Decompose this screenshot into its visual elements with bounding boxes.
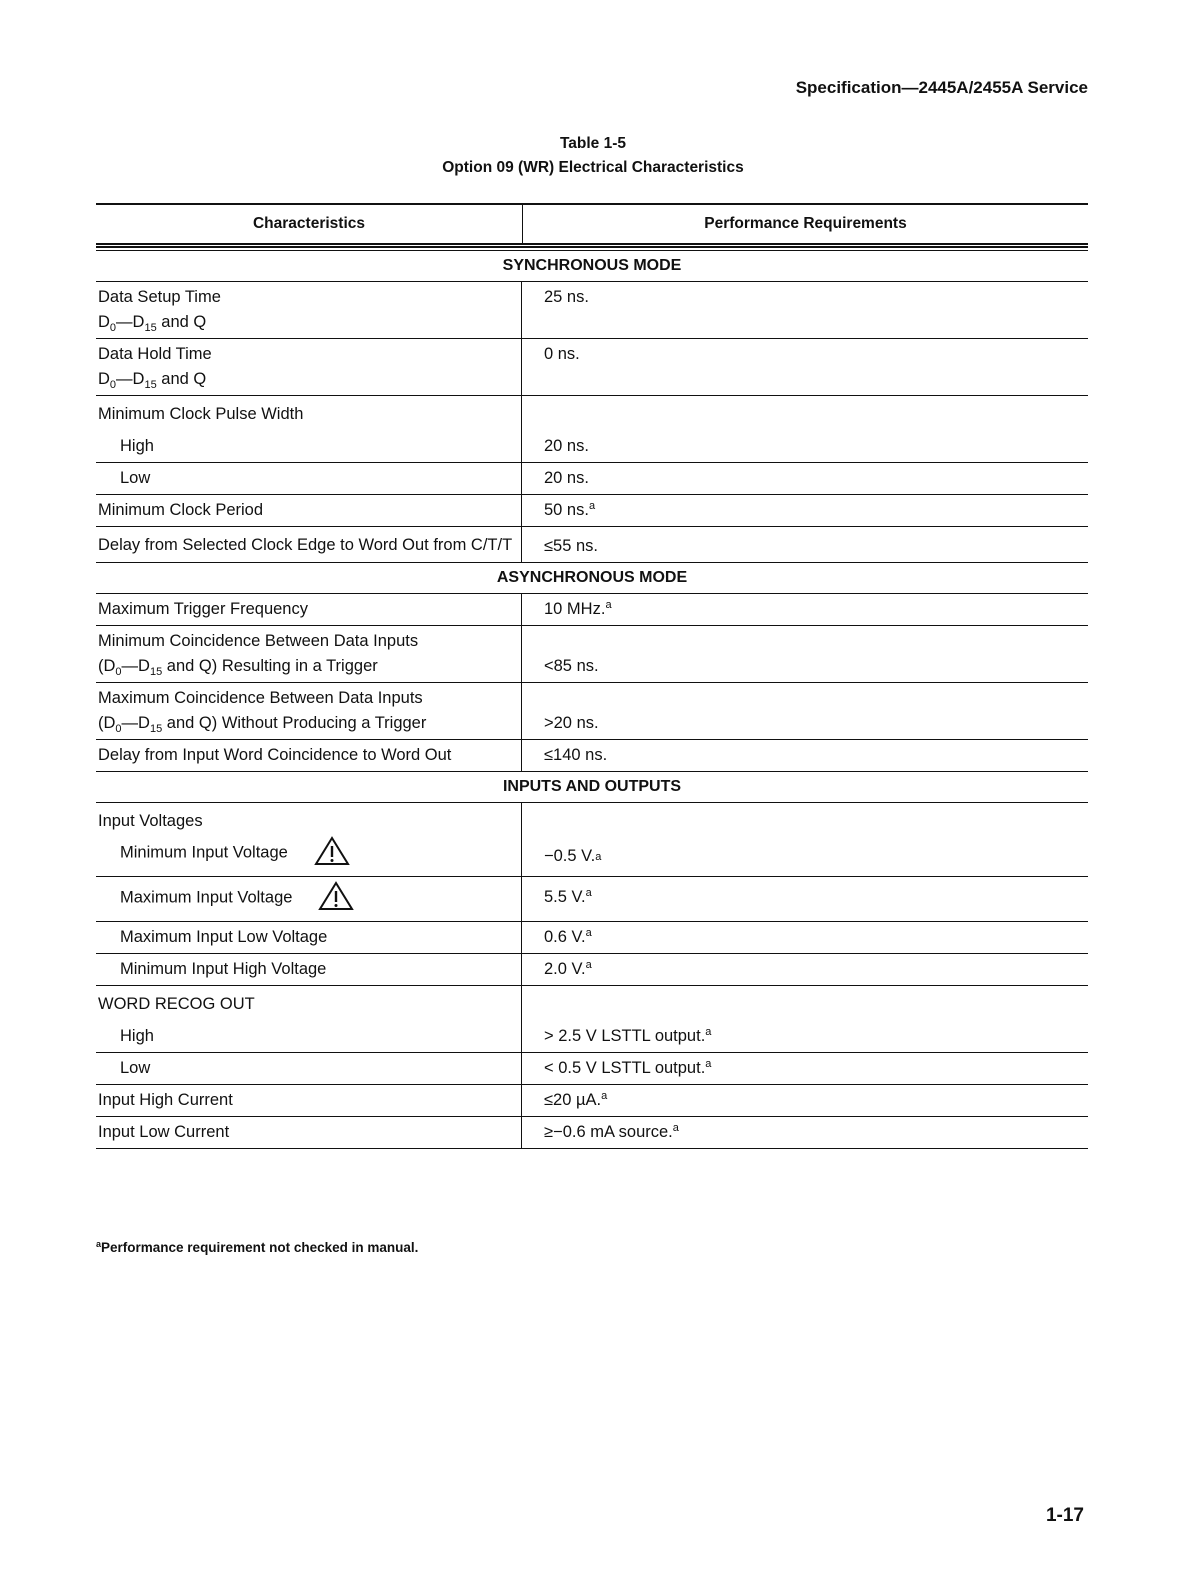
warning-triangle-icon — [314, 836, 350, 866]
table-row — [96, 594, 1088, 626]
table-row — [96, 431, 1088, 463]
table-row — [96, 339, 1088, 396]
row-value: 5.5 V.$^a$ — [544, 887, 592, 906]
row-label: Low — [96, 1053, 522, 1084]
table-row — [96, 1021, 1088, 1053]
running-header: Specification—2445A/2455A Service — [795, 78, 1088, 97]
table-row — [96, 1085, 1088, 1117]
row-value: 10 MHz.$^a$ — [544, 599, 612, 618]
spec-table — [96, 203, 1088, 1149]
row-label: WORD RECOG OUT — [96, 986, 522, 1021]
row-label: Maximum Trigger Frequency — [96, 594, 522, 625]
table-row — [96, 740, 1088, 771]
table-header-row — [96, 205, 1088, 248]
table-row — [96, 396, 1088, 431]
row-label: Input Voltages — [96, 803, 522, 837]
row-value: 20 ns. — [544, 437, 589, 455]
row-label: Data Hold Time $D_0—D_{15}$ and Q — [96, 339, 522, 395]
data-lines-note: $D_0—D_{15}$ and Q — [98, 313, 207, 334]
table-row — [96, 922, 1088, 954]
row-value: <85 ns. — [544, 657, 599, 675]
row-value: 0 ns. — [544, 345, 580, 363]
row-label: Minimum Input High Voltage — [96, 954, 522, 985]
row-value: 20 ns. — [544, 469, 589, 487]
row-label: Delay from Input Word Coincidence to Word Out — [96, 740, 522, 771]
col-header-performance: Performance Requirements — [704, 215, 907, 232]
row-label: Minimum Input Voltage — [96, 837, 522, 876]
row-value — [522, 986, 1088, 1021]
row-label: Maximum Input Low Voltage — [96, 922, 522, 953]
section-asynchronous-mode: ASYNCHRONOUS MODE — [96, 562, 1088, 594]
row-label: Input High Current — [96, 1085, 522, 1116]
table-row — [96, 495, 1088, 527]
table-number: Table 1-5 — [559, 135, 627, 152]
table-row — [96, 1117, 1088, 1149]
row-value: ≤140 ns. — [544, 746, 608, 764]
row-value: 2.0 V.$^a$ — [544, 959, 592, 978]
row-label: Input Low Current — [96, 1117, 522, 1148]
row-label: Minimum Clock Pulse Width — [96, 396, 522, 431]
footnote-marker: a — [585, 959, 592, 971]
row-value: ≥−0.6 mA source.$^a$ — [544, 1122, 679, 1141]
warning-triangle-icon — [318, 881, 354, 911]
table-row — [96, 1053, 1088, 1085]
footnote-marker: a — [601, 1090, 608, 1102]
row-value: 50 ns.$^a$ — [544, 500, 596, 519]
data-lines-note: $D_0—D_{15}$ and Q — [98, 370, 207, 391]
row-label: High — [96, 431, 522, 462]
footnote-marker: a — [585, 927, 592, 939]
row-value: > 2.5 V LSTTL output.$^a$ — [544, 1026, 712, 1045]
row-value: >20 ns. — [544, 714, 599, 732]
row-value: −0.5 V. a — [544, 847, 602, 865]
row-value: 25 ns. — [544, 288, 589, 306]
footnote-marker: a — [96, 1239, 102, 1249]
col-header-characteristics: Characteristics — [96, 205, 523, 243]
table-row — [96, 463, 1088, 495]
section-inputs-and-outputs: INPUTS AND OUTPUTS — [96, 771, 1088, 803]
table-row — [96, 986, 1088, 1021]
table-row — [96, 954, 1088, 986]
section-synchronous-mode: SYNCHRONOUS MODE — [96, 250, 1088, 282]
row-value: ≤20 µA.$^a$ — [544, 1090, 608, 1109]
table-row — [96, 837, 1088, 877]
footnote-marker: a — [585, 887, 592, 899]
table-caption — [0, 132, 1186, 180]
row-value — [522, 803, 1088, 837]
row-value: ≤55 ns. — [544, 537, 599, 555]
row-label: Data Setup Time $D_0—D_{15}$ and Q — [96, 282, 522, 338]
table-title: Option 09 (WR) Electrical Characteristics — [442, 159, 744, 176]
table-row — [96, 803, 1088, 837]
row-label: Delay from Selected Clock Edge to Word Out from C/T/T — [96, 527, 522, 562]
row-value — [522, 396, 1088, 431]
table-row — [96, 527, 1088, 562]
row-value: 0.6 V.$^a$ — [544, 927, 592, 946]
footnote-marker: a — [705, 1058, 712, 1070]
footnote-marker: a — [605, 599, 612, 611]
table-row — [96, 626, 1088, 683]
table-footnote: $^a$Performance requirement not checked in manual. — [96, 1239, 419, 1255]
footnote-marker: a — [705, 1026, 712, 1038]
row-label: Maximum Coincidence Between Data Inputs ($D_0—D_{15}$ and Q) Without Producing a Trigger — [96, 683, 522, 739]
row-label: Minimum Clock Period — [96, 495, 522, 526]
table-row — [96, 282, 1088, 339]
row-value: < 0.5 V LSTTL output.$^a$ — [544, 1058, 712, 1077]
row-label: Maximum Input Voltage — [96, 877, 522, 921]
footnote-marker: a — [588, 500, 596, 512]
table-row — [96, 877, 1088, 922]
row-label: Low — [96, 463, 522, 494]
row-label: Minimum Coincidence Between Data Inputs ($D_0—D_{15}$ and Q) Resulting in a Trigger — [96, 626, 522, 682]
footnote-marker: a — [672, 1122, 679, 1134]
table-row — [96, 683, 1088, 740]
page-number: 1-17 — [1045, 1505, 1084, 1526]
row-label: High — [96, 1021, 522, 1052]
